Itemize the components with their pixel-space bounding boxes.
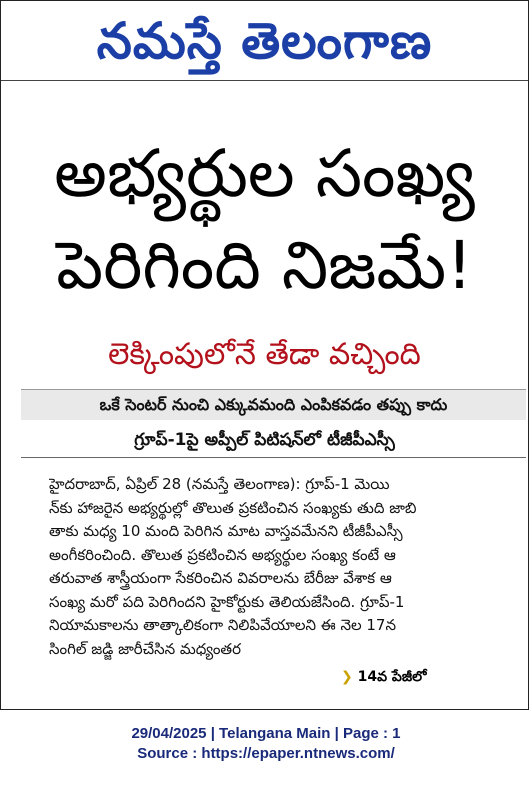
edition-info: 29/04/2025 | Telangana Main | Page : 1: [131, 725, 401, 742]
body-line: అంగీకరించింది. తొలుత ప్రకటించిన అభ్యర్థుల సంఖ్య కంటే ఆ: [49, 545, 396, 564]
body-line: సింగిల్ జడ్జి జారీచేసిన మధ్యంతర: [49, 639, 241, 658]
masthead-divider: [1, 80, 528, 81]
body-line: సంఖ్య మరో పది పెరిగిందని హైకోర్టుకు తెలియజేసింది. గ్రూప్-1: [49, 592, 405, 611]
source-url[interactable]: Source : https://epaper.ntnews.com/: [137, 745, 395, 762]
chevron-right-icon: ❯: [341, 669, 353, 685]
body-line: నియామకాలను తాత్కాలికంగా నిలిపివేయాలని ఈ నెల 17న: [49, 616, 397, 634]
headline-line-1: అభ్యర్థుల సంఖ్య: [54, 135, 475, 212]
body-line: న్‌కు హాజరైన అభ్యర్థుల్లో తొలుత ప్రకటించిన సంఖ్యకు తుది జాబి: [49, 498, 417, 517]
body-line: హైదరాబాద్, ఏప్రిల్ 28 (నమస్తే తెలంగాణ): గ్రూప్-1 మెయి: [49, 475, 390, 493]
headline-line-2: పెరిగింది నిజమే!: [56, 227, 473, 304]
body-line: తాకు మధ్య 10 మంది పెరిగిన మాట వాస్తవమేనని టీజీపీఎస్సీ: [49, 522, 403, 540]
source-caption: [0, 724, 532, 764]
continued-page-label: 14వ పేజీలో: [357, 669, 427, 685]
continued-on-page-link[interactable]: [341, 669, 427, 688]
kicker-line: గ్రూప్-1పై అప్పీల్ పిటిషన్‌లో టీజీపీఎస్సీ: [134, 430, 395, 450]
article-body: [49, 473, 509, 661]
subheadline: లెక్కింపులోనే తేడా వచ్చింది: [108, 337, 421, 372]
kicker-divider: [21, 457, 526, 458]
strap-line: ఒకే సెంటర్ నుంచి ఎక్కువమంది ఎంపికవడం తప్పు కాదు: [21, 389, 526, 420]
newspaper-masthead: నమస్తే తెలంగాణ: [96, 12, 433, 70]
body-line: తరువాత శాస్త్రీయంగా సేకరించిన వివరాలను బేరీజు వేశాక ఆ: [49, 569, 392, 587]
